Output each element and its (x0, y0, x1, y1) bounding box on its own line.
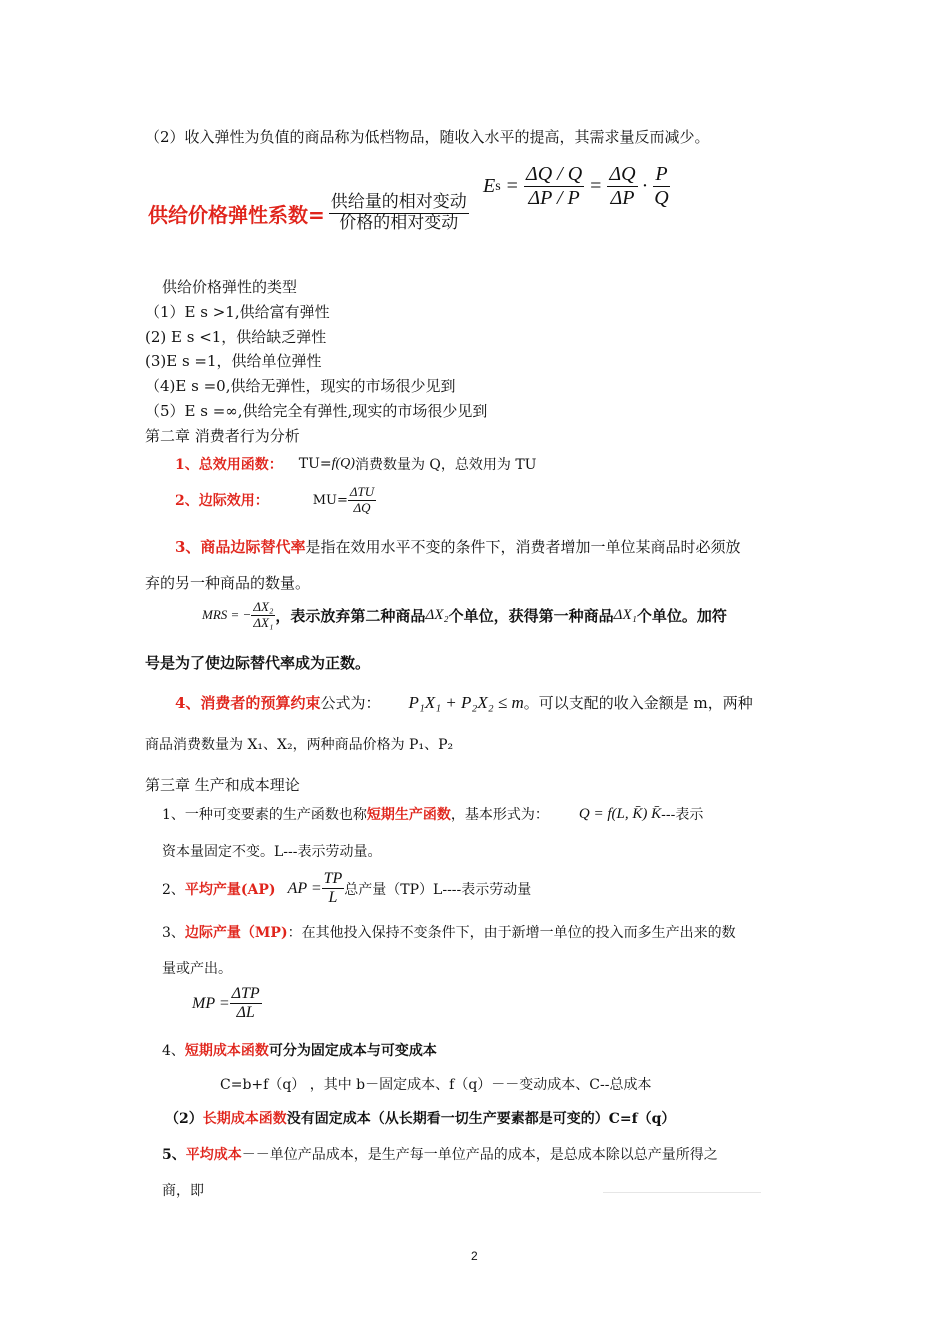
ap-a: 2、 (162, 881, 185, 898)
mrs-line-2: 弃的另一种商品的数量。 (145, 574, 311, 592)
mrs-desc-b-text: 个单位，获得第一种商品 (448, 606, 614, 625)
mrs-desc-c: 个单位。加符 (636, 606, 727, 625)
production-function-line (162, 804, 703, 824)
average-cost-line-2: 商，即 (162, 1183, 204, 1199)
total-utility-line (175, 454, 536, 474)
short-run-production-function: 短期生产函数 (366, 807, 451, 823)
es-f3-num: P (655, 163, 668, 185)
avg-a: 5、 (162, 1147, 186, 1163)
es-f2-num: ΔQ (609, 163, 636, 185)
supply-elasticity-label: 供给价格弹性系数= (148, 202, 325, 227)
supply-type-4: （4)E s =0,供给无弹性，现实的市场很少见到 (145, 377, 456, 395)
mrs-line-4: 号是为了使边际替代率成为正数。 (145, 654, 371, 672)
tu-function: f(Q) (331, 456, 355, 471)
es-f1-den: ΔP / P (528, 187, 580, 209)
supply-types-title: 供给价格弹性的类型 (162, 278, 298, 296)
prod-l1d: ---表示 (661, 807, 704, 823)
chapter-2-heading: 第二章 消费者行为分析 (145, 427, 300, 445)
dot-operator: · (641, 175, 649, 197)
mrs-den: ΔX₁ (253, 614, 274, 630)
mu-lhs: MU= (312, 492, 348, 508)
average-product-line (162, 870, 531, 908)
es-f3-den: Q (654, 187, 669, 209)
supply-type-2: (2) E s <1，供给缺乏弹性 (145, 328, 327, 346)
fraction-denominator: 价格的相对变动 (339, 212, 459, 233)
marginal-product-line-2: 量或产出。 (162, 961, 232, 977)
budget-label: 4、消费者的预算约束 (175, 694, 321, 712)
long-run-cost-line (165, 1108, 675, 1128)
short-run-cost-function: 短期成本函数 (184, 1043, 269, 1059)
budget-text-1: 公式为： (320, 694, 381, 712)
tu-description: 消费数量为 Q，总效用为 TU (354, 457, 537, 473)
mp-lhs: MP = (192, 994, 230, 1012)
supply-type-3: (3)E s =1，供给单位弹性 (145, 352, 322, 370)
supply-elasticity-coefficient-formula (148, 193, 469, 233)
lc-a: （2） (165, 1111, 203, 1127)
sc-a: 4、 (162, 1043, 185, 1059)
mrs-label: 3、商品边际替代率 (175, 538, 306, 556)
cost-formula-line: C=b+f（q） ，其中 b－固定成本、f（q）－－变动成本、C--总成本 (220, 1077, 652, 1093)
es-subscript: s (495, 178, 501, 194)
tu-eq: TU= (298, 456, 332, 472)
supply-elasticity-fraction (329, 193, 469, 233)
total-utility-label: 1、总效用函数： (175, 457, 283, 473)
income-elasticity-negative-line: （2）收入弹性为负值的商品称为低档物品，随收入水平的提高，其需求量反而减少。 (145, 128, 710, 146)
mp-label: 边际产量（MP) (184, 925, 288, 941)
budget-line-2: 商品消费数量为 X₁、X₂，两种商品价格为 P₁、P₂ (145, 737, 454, 753)
production-formula: Q = f(L, K̄) K̄ (578, 805, 662, 822)
supply-type-5: （5）E s =∞,供给完全有弹性,现实的市场很少见到 (145, 402, 488, 420)
mrs-num: ΔX₂ (253, 599, 274, 614)
average-cost-label: 平均成本 (185, 1147, 242, 1163)
sc-c: 可分为固定成本与可变成本 (268, 1043, 437, 1059)
avg-c: －－单位产品成本，是生产每一单位产品的成本，是总成本除以总产量所得之 (241, 1147, 718, 1163)
budget-formula: P₁X₁ + P₂X₂ ≤ m (408, 692, 524, 712)
chapter-3-heading: 第三章 生产和成本理论 (145, 776, 300, 794)
mp-num: ΔTP (230, 985, 262, 1004)
average-cost-line-1 (162, 1144, 718, 1164)
mp-den: ΔL (236, 1004, 255, 1022)
ap-lhs: AP = (287, 879, 322, 897)
lc-c: 没有固定成本（从长期看一切生产要素都是可变的）C=f（q） (286, 1111, 676, 1127)
mu-den: ΔQ (353, 499, 371, 515)
budget-line-1 (175, 692, 753, 713)
marginal-product-line-1 (162, 922, 736, 942)
mrs-lhs: MRS = − (202, 607, 252, 623)
ap-label: 平均产量(AP) (184, 881, 276, 898)
mrs-desc-a: ，表示放弃第二种商品 (275, 606, 426, 625)
fraction-numerator: 供给量的相对变动 (330, 192, 467, 212)
mrs-desc-x1: ΔX₁ (613, 606, 637, 623)
mu-fraction (348, 485, 376, 516)
mrs-text-1: 是指在效用水平不变的条件下，消费者增加一单位某商品时必须放 (305, 538, 741, 556)
long-run-cost-function: 长期成本函数 (202, 1111, 287, 1127)
prod-l1c: ，基本形式为： (450, 807, 549, 823)
marginal-utility-label: 2、边际效用： (175, 493, 269, 510)
es-fraction-2 (607, 163, 637, 210)
mp-formula (192, 985, 262, 1023)
mp-a: 3、 (162, 925, 185, 941)
es-lhs: E (483, 175, 496, 197)
es-formula (483, 163, 671, 210)
equals-sign-2: = (590, 175, 602, 197)
es-f1-num: ΔQ / Q (525, 163, 583, 185)
mp-c: ：在其他投入保持不变条件下，由于新增一单位的投入而多生产出来的数 (287, 925, 736, 941)
short-run-cost-line (162, 1040, 437, 1060)
ap-den: L (328, 889, 338, 907)
mp-fraction (230, 985, 262, 1023)
equals-sign-1: = (506, 175, 518, 197)
es-f2-den: ΔP (610, 187, 635, 209)
mu-num: ΔTU (349, 484, 375, 499)
ap-c: 总产量（TP）L----表示劳动量 (344, 881, 532, 898)
mrs-desc-x2: ΔX₂ (425, 606, 449, 623)
mrs-line-1 (175, 536, 740, 557)
mrs-fraction (251, 600, 275, 631)
ap-fraction (322, 870, 345, 908)
es-fraction-3 (652, 163, 670, 210)
supply-type-1: （1）E s >1,供给富有弹性 (145, 303, 330, 321)
es-fraction-1 (524, 163, 584, 210)
mrs-formula-line (202, 600, 727, 631)
ap-num: TP (322, 870, 345, 889)
faint-divider (603, 1192, 761, 1193)
prod-l1a: 1、一种可变要素的生产函数也称 (162, 807, 367, 823)
production-line-2: 资本量固定不变。L---表示劳动量。 (162, 844, 382, 860)
mrs-desc-b (449, 605, 614, 626)
budget-text-2: 。可以支配的收入金额是 m，两种 (523, 694, 753, 712)
marginal-utility-line (175, 485, 376, 516)
page-number: 2 (471, 1249, 478, 1263)
